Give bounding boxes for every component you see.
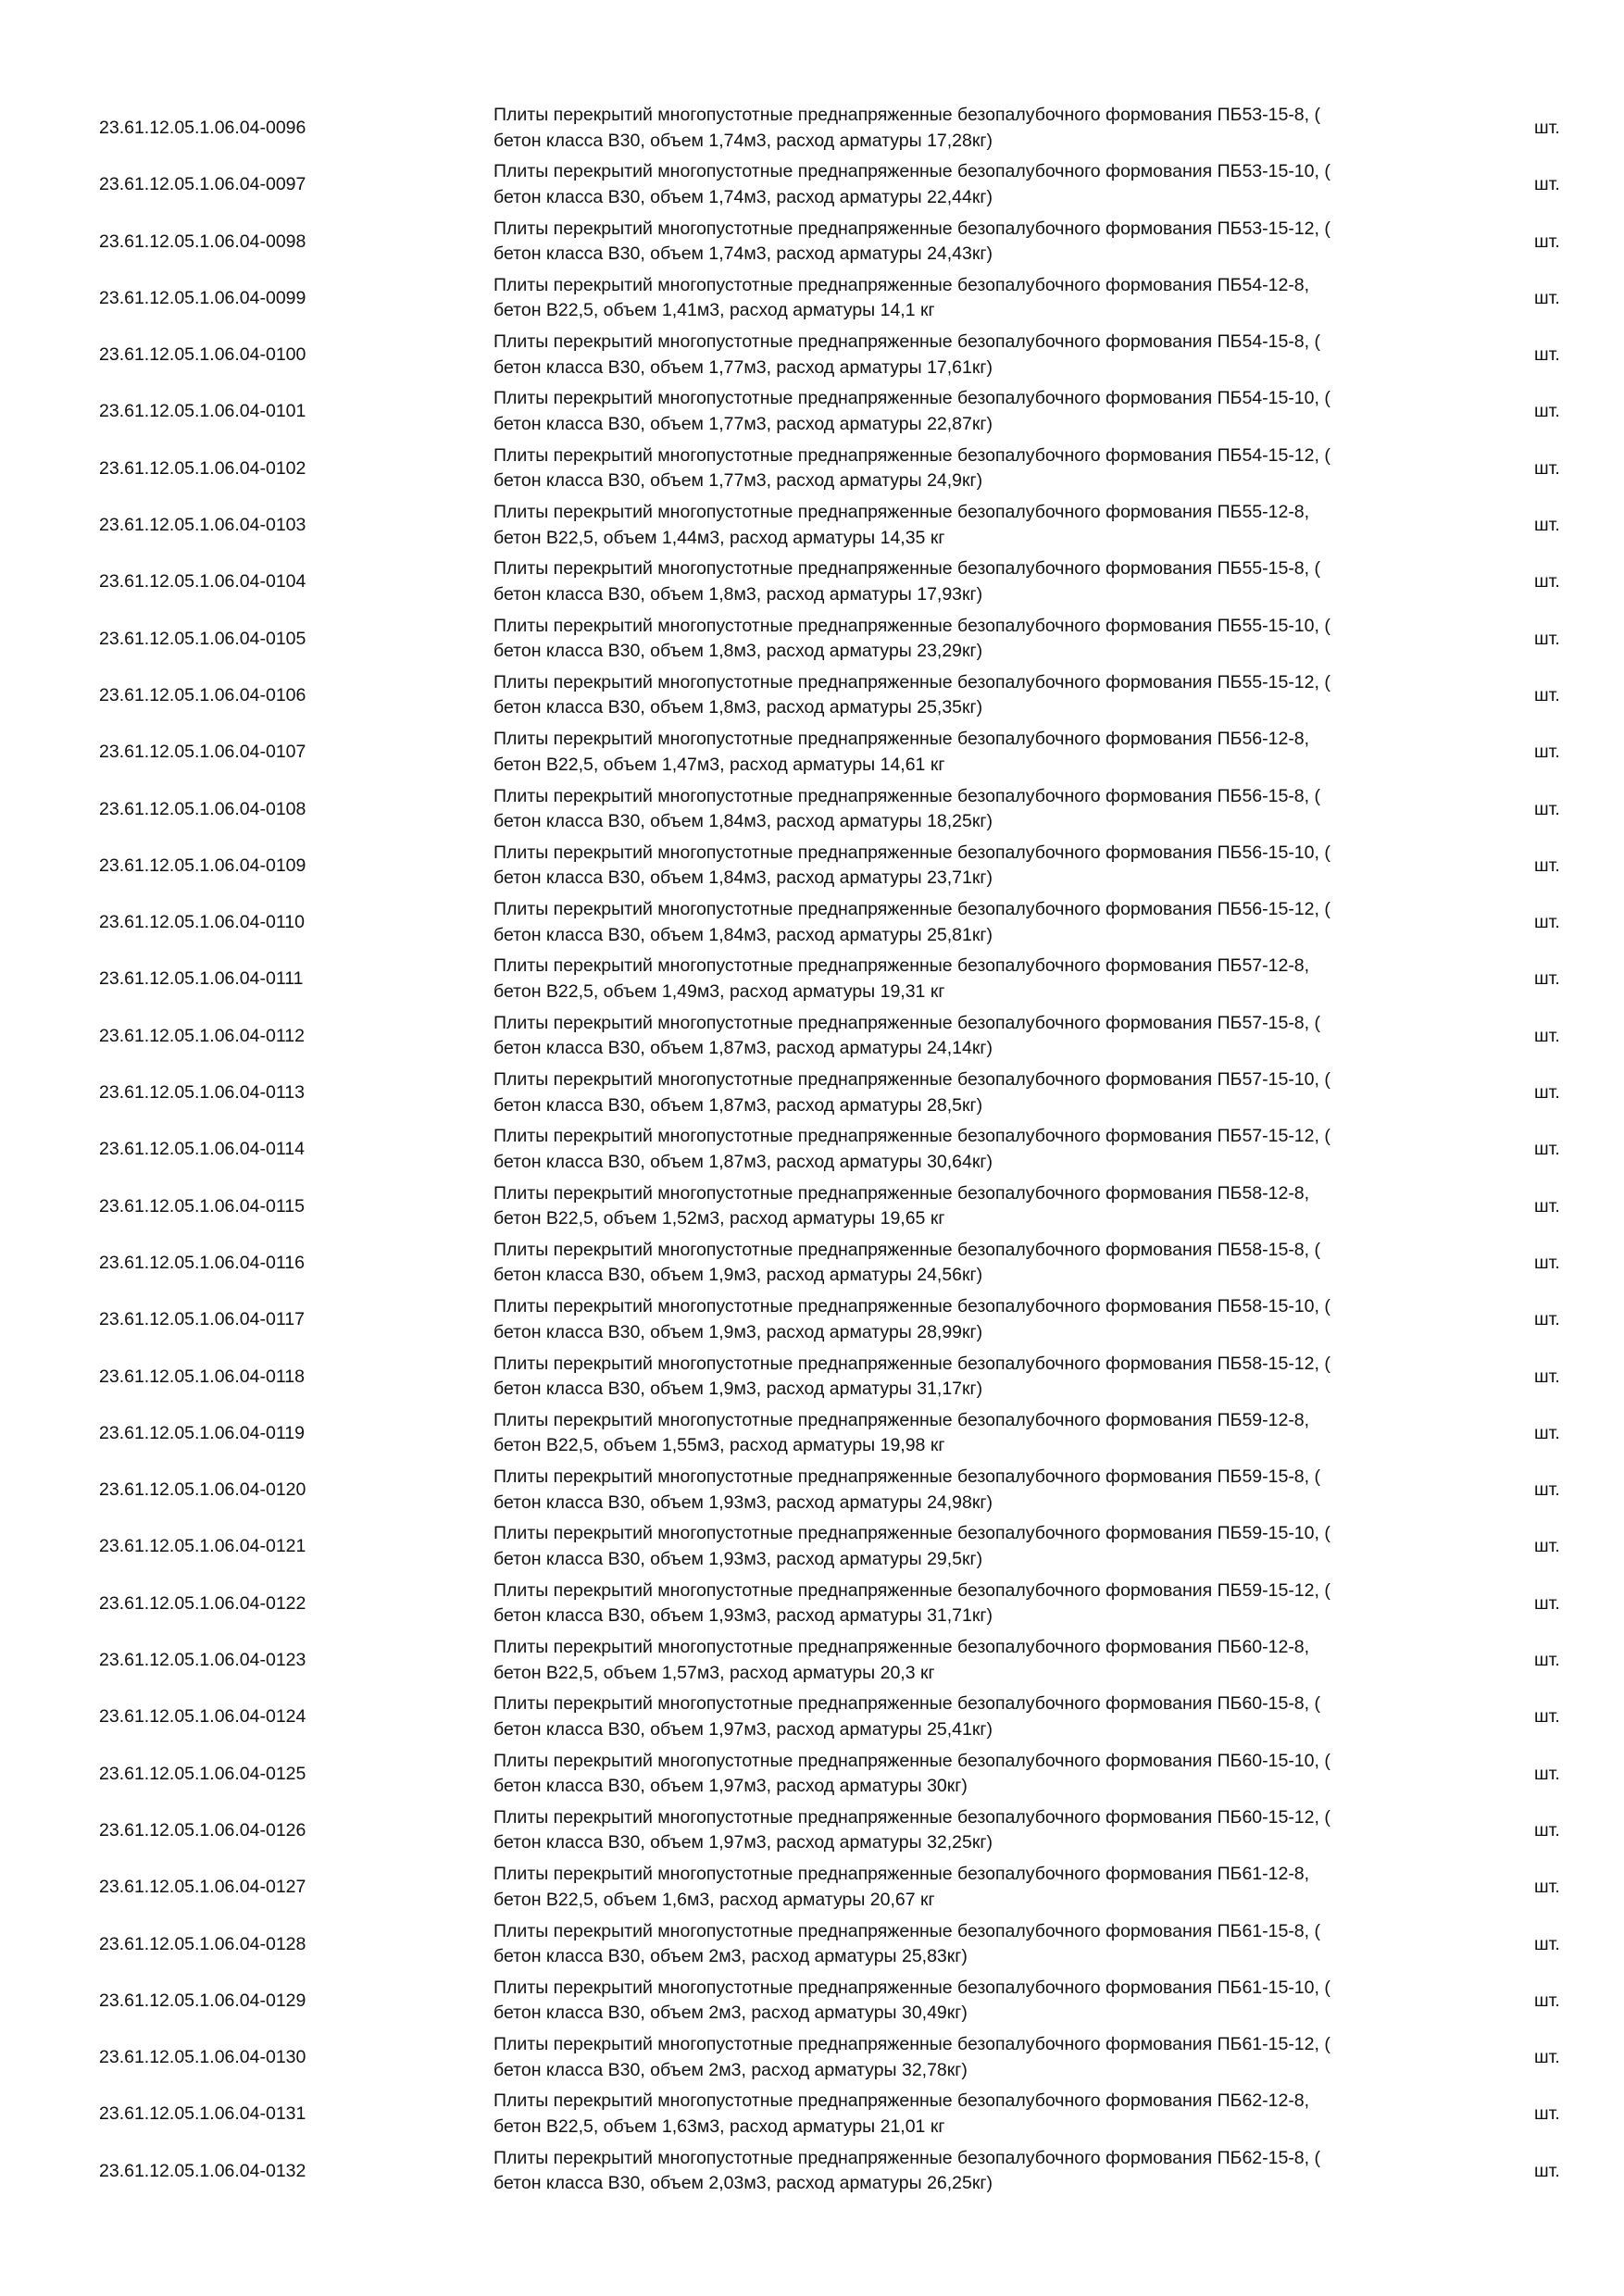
description-line-2: бетон класса В30, объем 1,87м3, расход арматуры 30,64кг) [493, 1151, 993, 1172]
table-row [0, 156, 1624, 213]
resource-description [493, 954, 1475, 1004]
description-line-2: бетон класса В30, объем 1,93м3, расход арматуры 24,98кг) [493, 1491, 993, 1513]
resource-code: 23.61.12.05.1.06.04-0106 [99, 684, 306, 705]
description-line-1: Плиты перекрытий многопустотные преднапряженные безопалубочного формования ПБ61-15-8, ( [493, 1920, 1320, 1941]
unit-of-measure: шт. [1534, 118, 1560, 138]
unit-of-measure: шт. [1534, 1195, 1560, 1217]
resource-code: 23.61.12.05.1.06.04-0124 [99, 1706, 306, 1728]
resource-description [493, 1238, 1475, 1289]
resource-code: 23.61.12.05.1.06.04-0128 [99, 1933, 306, 1954]
description-line-1: Плиты перекрытий многопустотные преднапряженные безопалубочного формования ПБ59-15-8, ( [493, 1466, 1320, 1488]
unit-of-measure: шт. [1534, 401, 1560, 422]
resource-description [493, 1067, 1475, 1118]
resource-code: 23.61.12.05.1.06.04-0130 [99, 2047, 306, 2068]
resource-code: 23.61.12.05.1.06.04-0125 [99, 1763, 306, 1784]
description-line-1: Плиты перекрытий многопустотные преднапряженные безопалубочного формования ПБ53-15-10, ( [493, 161, 1330, 182]
resource-code: 23.61.12.05.1.06.04-0098 [99, 231, 306, 252]
unit-of-measure: шт. [1534, 1309, 1560, 1330]
description-line-2: бетон класса В30, объем 2м3, расход арматуры 30,49кг) [493, 2003, 968, 2024]
unit-of-measure: шт. [1534, 2047, 1560, 2068]
table-row [0, 2086, 1624, 2142]
resource-description [493, 330, 1475, 381]
resource-code: 23.61.12.05.1.06.04-0110 [99, 912, 305, 933]
resource-description [493, 1124, 1475, 1175]
table-row [0, 1462, 1624, 1518]
unit-of-measure: шт. [1534, 571, 1560, 593]
unit-of-measure: шт. [1534, 1990, 1560, 2011]
resource-code: 23.61.12.05.1.06.04-0107 [99, 742, 306, 763]
description-line-1: Плиты перекрытий многопустотные преднапряженные безопалубочного формования ПБ55-12-8, [493, 502, 1310, 523]
unit-of-measure: шт. [1534, 742, 1560, 763]
unit-of-measure: шт. [1534, 1422, 1560, 1443]
resource-description [493, 1805, 1475, 1856]
table-row [0, 1008, 1624, 1065]
resource-description [493, 217, 1475, 268]
unit-of-measure: шт. [1534, 1025, 1560, 1046]
table-row [0, 1349, 1624, 1405]
description-line-1: Плиты перекрытий многопустотные преднапряженные безопалубочного формования ПБ59-15-10, ( [493, 1523, 1330, 1544]
description-line-1: Плиты перекрытий многопустотные преднапряженные безопалубочного формования ПБ59-12-8, [493, 1409, 1310, 1430]
resource-code: 23.61.12.05.1.06.04-0113 [99, 1082, 305, 1104]
resource-code: 23.61.12.05.1.06.04-0127 [99, 1877, 306, 1898]
resource-code: 23.61.12.05.1.06.04-0129 [99, 1990, 306, 2011]
resource-code: 23.61.12.05.1.06.04-0097 [99, 174, 306, 195]
resource-description [493, 897, 1475, 948]
resource-code: 23.61.12.05.1.06.04-0132 [99, 2160, 306, 2181]
description-line-2: бетон В22,5, объем 1,52м3, расход арматуры 19,65 кг [493, 1208, 945, 1229]
description-line-2: бетон класса В30, объем 1,74м3, расход арматуры 22,44кг) [493, 186, 993, 207]
resource-description [493, 614, 1475, 665]
description-line-1: Плиты перекрытий многопустотные преднапряженные безопалубочного формования ПБ54-15-10, ( [493, 388, 1330, 409]
unit-of-measure: шт. [1534, 1139, 1560, 1160]
description-line-2: бетон класса В30, объем 1,77м3, расход арматуры 24,9кг) [493, 470, 983, 492]
description-line-1: Плиты перекрытий многопустотные преднапряженные безопалубочного формования ПБ56-15-8, ( [493, 785, 1320, 806]
description-line-1: Плиты перекрытий многопустотные преднапряженные безопалубочного формования ПБ56-15-10, ( [493, 842, 1330, 863]
table-row [0, 1859, 1624, 1915]
description-line-1: Плиты перекрытий многопустотные преднапряженные безопалубочного формования ПБ59-15-12, ( [493, 1579, 1330, 1601]
resource-code: 23.61.12.05.1.06.04-0119 [99, 1422, 305, 1443]
resource-description [493, 1352, 1475, 1403]
table-row [0, 1973, 1624, 2029]
table-row [0, 497, 1624, 554]
resource-description [493, 784, 1475, 835]
resource-description [493, 1011, 1475, 1062]
table-row [0, 668, 1624, 724]
unit-of-measure: шт. [1534, 1706, 1560, 1728]
resource-description [493, 670, 1475, 721]
table-row [0, 214, 1624, 270]
description-line-1: Плиты перекрытий многопустотные преднапряженные безопалубочного формования ПБ58-15-8, ( [493, 1239, 1320, 1260]
resource-description [493, 443, 1475, 494]
unit-of-measure: шт. [1534, 1933, 1560, 1954]
description-line-2: бетон класса В30, объем 1,8м3, расход арматуры 17,93кг) [493, 583, 983, 605]
unit-of-measure: шт. [1534, 287, 1560, 308]
unit-of-measure: шт. [1534, 1536, 1560, 1557]
description-line-2: бетон класса В30, объем 1,97м3, расход арматуры 30кг) [493, 1776, 968, 1797]
table-row [0, 1916, 1624, 1973]
table-row [0, 270, 1624, 327]
description-line-1: Плиты перекрытий многопустотные преднапряженные безопалубочного формования ПБ53-15-8, ( [493, 105, 1320, 125]
table-row [0, 1518, 1624, 1575]
resource-code: 23.61.12.05.1.06.04-0115 [99, 1195, 305, 1217]
description-line-1: Плиты перекрытий многопустотные преднапряженные безопалубочного формования ПБ55-15-10, ( [493, 615, 1330, 636]
table-row [0, 781, 1624, 838]
description-line-1: Плиты перекрытий многопустотные преднапряженные безопалубочного формования ПБ57-15-8, ( [493, 1012, 1320, 1033]
resource-code: 23.61.12.05.1.06.04-0108 [99, 798, 306, 819]
unit-of-measure: шт. [1534, 855, 1560, 876]
description-line-1: Плиты перекрытий многопустотные преднапряженные безопалубочного формования ПБ57-12-8, [493, 955, 1310, 977]
resource-description [493, 500, 1475, 551]
description-line-1: Плиты перекрытий многопустотные преднапряженные безопалубочного формования ПБ54-15-12, ( [493, 444, 1330, 466]
description-line-2: бетон класса В30, объем 1,9м3, расход арматуры 24,56кг) [493, 1265, 983, 1286]
table-row [0, 1405, 1624, 1462]
description-line-2: бетон класса В30, объем 1,84м3, расход арматуры 23,71кг) [493, 867, 993, 889]
description-line-1: Плиты перекрытий многопустотные преднапряженные безопалубочного формования ПБ54-15-8, ( [493, 331, 1320, 353]
table-row [0, 2143, 1624, 2200]
resource-description [493, 841, 1475, 892]
description-line-2: бетон класса В30, объем 1,8м3, расход арматуры 25,35кг) [493, 697, 983, 718]
resource-code: 23.61.12.05.1.06.04-0109 [99, 855, 306, 876]
resource-code: 23.61.12.05.1.06.04-0114 [99, 1139, 305, 1160]
description-line-2: бетон В22,5, объем 1,44м3, расход арматуры 14,35 кг [493, 527, 945, 548]
resource-description [493, 1862, 1475, 1913]
description-line-2: бетон класса В30, объем 1,93м3, расход арматуры 29,5кг) [493, 1548, 983, 1569]
description-line-2: бетон класса В30, объем 2м3, расход арматуры 32,78кг) [493, 2059, 968, 2080]
table-row [0, 554, 1624, 610]
unit-of-measure: шт. [1534, 1252, 1560, 1273]
table-row [0, 2029, 1624, 2086]
description-line-1: Плиты перекрытий многопустотные преднапряженные безопалубочного формования ПБ54-12-8, [493, 274, 1310, 295]
table-row [0, 951, 1624, 1007]
description-line-2: бетон класса В30, объем 1,77м3, расход арматуры 17,61кг) [493, 356, 993, 378]
resource-description [493, 1976, 1475, 2027]
resource-description [493, 2089, 1475, 2140]
resource-description [493, 2146, 1475, 2197]
description-line-2: бетон В22,5, объем 1,63м3, расход арматуры 21,01 кг [493, 2115, 945, 2137]
resource-description [493, 1578, 1475, 1629]
resource-code: 23.61.12.05.1.06.04-0104 [99, 571, 306, 593]
description-line-1: Плиты перекрытий многопустотные преднапряженные безопалубочного формования ПБ58-15-10, ( [493, 1296, 1330, 1317]
table-row [0, 724, 1624, 780]
description-line-2: бетон класса В30, объем 1,8м3, расход арматуры 23,29кг) [493, 641, 983, 662]
resource-code: 23.61.12.05.1.06.04-0131 [99, 2103, 306, 2125]
description-line-2: бетон В22,5, объем 1,41м3, расход арматуры 14,1 кг [493, 300, 935, 321]
unit-of-measure: шт. [1534, 1592, 1560, 1614]
table-row [0, 1179, 1624, 1235]
resource-description [493, 727, 1475, 778]
description-line-1: Плиты перекрытий многопустотные преднапряженные безопалубочного формования ПБ58-12-8, [493, 1182, 1310, 1204]
unit-of-measure: шт. [1534, 628, 1560, 649]
table-row [0, 1632, 1624, 1689]
table-row [0, 1235, 1624, 1292]
description-line-1: Плиты перекрытий многопустотные преднапряженные безопалубочного формования ПБ61-15-10, ( [493, 1977, 1330, 1998]
resource-description [493, 1749, 1475, 1800]
resource-description [493, 1691, 1475, 1742]
resource-description [493, 1408, 1475, 1459]
unit-of-measure: шт. [1534, 1877, 1560, 1898]
resource-description [493, 159, 1475, 210]
description-line-1: Плиты перекрытий многопустотные преднапряженные безопалубочного формования ПБ55-15-8, ( [493, 558, 1320, 580]
table-row [0, 1803, 1624, 1859]
unit-of-measure: шт. [1534, 1479, 1560, 1501]
description-line-2: бетон В22,5, объем 1,6м3, расход арматуры 20,67 кг [493, 1889, 935, 1910]
table-row [0, 441, 1624, 497]
unit-of-measure: шт. [1534, 968, 1560, 990]
unit-of-measure: шт. [1534, 1366, 1560, 1387]
unit-of-measure: шт. [1534, 344, 1560, 366]
unit-of-measure: шт. [1534, 2160, 1560, 2181]
description-line-2: бетон класса В30, объем 2,03м3, расход арматуры 26,25кг) [493, 2173, 993, 2194]
description-line-1: Плиты перекрытий многопустотные преднапряженные безопалубочного формования ПБ61-12-8, [493, 1864, 1310, 1885]
resource-code: 23.61.12.05.1.06.04-0111 [99, 968, 304, 990]
resource-code: 23.61.12.05.1.06.04-0118 [99, 1366, 305, 1387]
resource-description [493, 556, 1475, 607]
resource-code: 23.61.12.05.1.06.04-0102 [99, 457, 306, 479]
description-line-2: бетон В22,5, объем 1,55м3, расход арматуры 19,98 кг [493, 1435, 945, 1456]
resource-code: 23.61.12.05.1.06.04-0120 [99, 1479, 306, 1501]
resource-code: 23.61.12.05.1.06.04-0099 [99, 287, 306, 308]
table-row [0, 1746, 1624, 1803]
table-row [0, 1065, 1624, 1121]
table-row [0, 838, 1624, 894]
resource-code: 23.61.12.05.1.06.04-0112 [99, 1025, 305, 1046]
unit-of-measure: шт. [1534, 1819, 1560, 1841]
unit-of-measure: шт. [1534, 912, 1560, 933]
resource-description [493, 1521, 1475, 1572]
unit-of-measure: шт. [1534, 515, 1560, 536]
table-row [0, 1576, 1624, 1632]
description-line-2: бетон класса В30, объем 1,77м3, расход арматуры 22,87кг) [493, 413, 993, 434]
description-line-2: бетон класса В30, объем 1,74м3, расход арматуры 17,28кг) [493, 130, 993, 151]
description-line-2: бетон класса В30, объем 1,97м3, расход арматуры 25,41кг) [493, 1718, 993, 1740]
table-row [0, 894, 1624, 951]
resource-code: 23.61.12.05.1.06.04-0116 [99, 1252, 305, 1273]
table-row [0, 383, 1624, 440]
description-line-2: бетон класса В30, объем 1,9м3, расход арматуры 31,17кг) [493, 1379, 983, 1400]
description-line-2: бетон В22,5, объем 1,57м3, расход арматуры 20,3 кг [493, 1662, 935, 1683]
resource-description [493, 1919, 1475, 1970]
table-row [0, 100, 1624, 156]
resource-code: 23.61.12.05.1.06.04-0100 [99, 344, 306, 366]
unit-of-measure: шт. [1534, 684, 1560, 705]
description-line-2: бетон класса В30, объем 1,84м3, расход арматуры 25,81кг) [493, 924, 993, 945]
unit-of-measure: шт. [1534, 457, 1560, 479]
resource-code: 23.61.12.05.1.06.04-0096 [99, 118, 306, 138]
resource-description [493, 386, 1475, 437]
resource-description [493, 1294, 1475, 1345]
resource-code: 23.61.12.05.1.06.04-0123 [99, 1650, 306, 1671]
description-line-2: бетон класса В30, объем 1,93м3, расход арматуры 31,71кг) [493, 1605, 993, 1627]
description-line-1: Плиты перекрытий многопустотные преднапряженные безопалубочного формования ПБ60-15-10, ( [493, 1750, 1330, 1771]
table-row [0, 327, 1624, 383]
table-row [0, 1121, 1624, 1178]
resource-code: 23.61.12.05.1.06.04-0122 [99, 1592, 306, 1614]
resource-description [493, 273, 1475, 324]
description-line-1: Плиты перекрытий многопустотные преднапряженные безопалубочного формования ПБ56-12-8, [493, 729, 1310, 750]
description-line-2: бетон В22,5, объем 1,47м3, расход арматуры 14,61 кг [493, 754, 945, 775]
resource-code: 23.61.12.05.1.06.04-0105 [99, 628, 306, 649]
description-line-2: бетон класса В30, объем 1,84м3, расход арматуры 18,25кг) [493, 811, 993, 832]
description-line-1: Плиты перекрытий многопустотные преднапряженные безопалубочного формования ПБ60-15-8, ( [493, 1693, 1320, 1715]
table-row [0, 1689, 1624, 1745]
description-line-2: бетон класса В30, объем 2м3, расход арматуры 25,83кг) [493, 1946, 968, 1966]
unit-of-measure: шт. [1534, 231, 1560, 252]
resource-description [493, 1635, 1475, 1686]
resource-code: 23.61.12.05.1.06.04-0126 [99, 1819, 306, 1841]
description-line-1: Плиты перекрытий многопустотные преднапряженные безопалубочного формования ПБ60-12-8, [493, 1637, 1310, 1658]
description-line-1: Плиты перекрытий многопустотные преднапряженные безопалубочного формования ПБ56-15-12, ( [493, 899, 1330, 920]
description-line-2: бетон класса В30, объем 1,97м3, расход арматуры 32,25кг) [493, 1832, 993, 1853]
resource-description [493, 1181, 1475, 1232]
description-line-1: Плиты перекрытий многопустотные преднапряженные безопалубочного формования ПБ62-12-8, [493, 2090, 1310, 2112]
description-line-1: Плиты перекрытий многопустотные преднапряженные безопалубочного формования ПБ61-15-12, ( [493, 2034, 1330, 2055]
resource-code: 23.61.12.05.1.06.04-0103 [99, 515, 306, 536]
unit-of-measure: шт. [1534, 1763, 1560, 1784]
description-line-2: бетон класса В30, объем 1,87м3, расход арматуры 24,14кг) [493, 1038, 993, 1059]
resource-code: 23.61.12.05.1.06.04-0121 [99, 1536, 306, 1557]
resource-description [493, 103, 1475, 154]
description-line-2: бетон В22,5, объем 1,49м3, расход арматуры 19,31 кг [493, 980, 945, 1002]
description-line-2: бетон класса В30, объем 1,9м3, расход арматуры 28,99кг) [493, 1321, 983, 1342]
description-line-1: Плиты перекрытий многопустотные преднапряженные безопалубочного формования ПБ60-15-12, ( [493, 1806, 1330, 1828]
unit-of-measure: шт. [1534, 798, 1560, 819]
resource-code: 23.61.12.05.1.06.04-0101 [99, 401, 306, 422]
unit-of-measure: шт. [1534, 2103, 1560, 2125]
unit-of-measure: шт. [1534, 1650, 1560, 1671]
resource-description [493, 2032, 1475, 2083]
unit-of-measure: шт. [1534, 1082, 1560, 1104]
description-line-1: Плиты перекрытий многопустотные преднапряженные безопалубочного формования ПБ57-15-12, ( [493, 1126, 1330, 1147]
description-line-2: бетон класса В30, объем 1,74м3, расход арматуры 24,43кг) [493, 243, 993, 265]
table-row [0, 611, 1624, 668]
description-line-1: Плиты перекрытий многопустотные преднапряженные безопалубочного формования ПБ58-15-12, ( [493, 1353, 1330, 1374]
resource-description [493, 1465, 1475, 1516]
description-line-2: бетон класса В30, объем 1,87м3, расход арматуры 28,5кг) [493, 1094, 983, 1116]
price-list-table [0, 100, 1624, 2200]
unit-of-measure: шт. [1534, 174, 1560, 195]
description-line-1: Плиты перекрытий многопустотные преднапряженные безопалубочного формования ПБ62-15-8, ( [493, 2147, 1320, 2168]
description-line-1: Плиты перекрытий многопустотные преднапряженные безопалубочного формования ПБ53-15-12, ( [493, 218, 1330, 239]
description-line-1: Плиты перекрытий многопустотные преднапряженные безопалубочного формования ПБ57-15-10, ( [493, 1069, 1330, 1091]
description-line-1: Плиты перекрытий многопустотные преднапряженные безопалубочного формования ПБ55-15-12, ( [493, 671, 1330, 693]
table-row [0, 1292, 1624, 1348]
resource-code: 23.61.12.05.1.06.04-0117 [99, 1309, 305, 1330]
